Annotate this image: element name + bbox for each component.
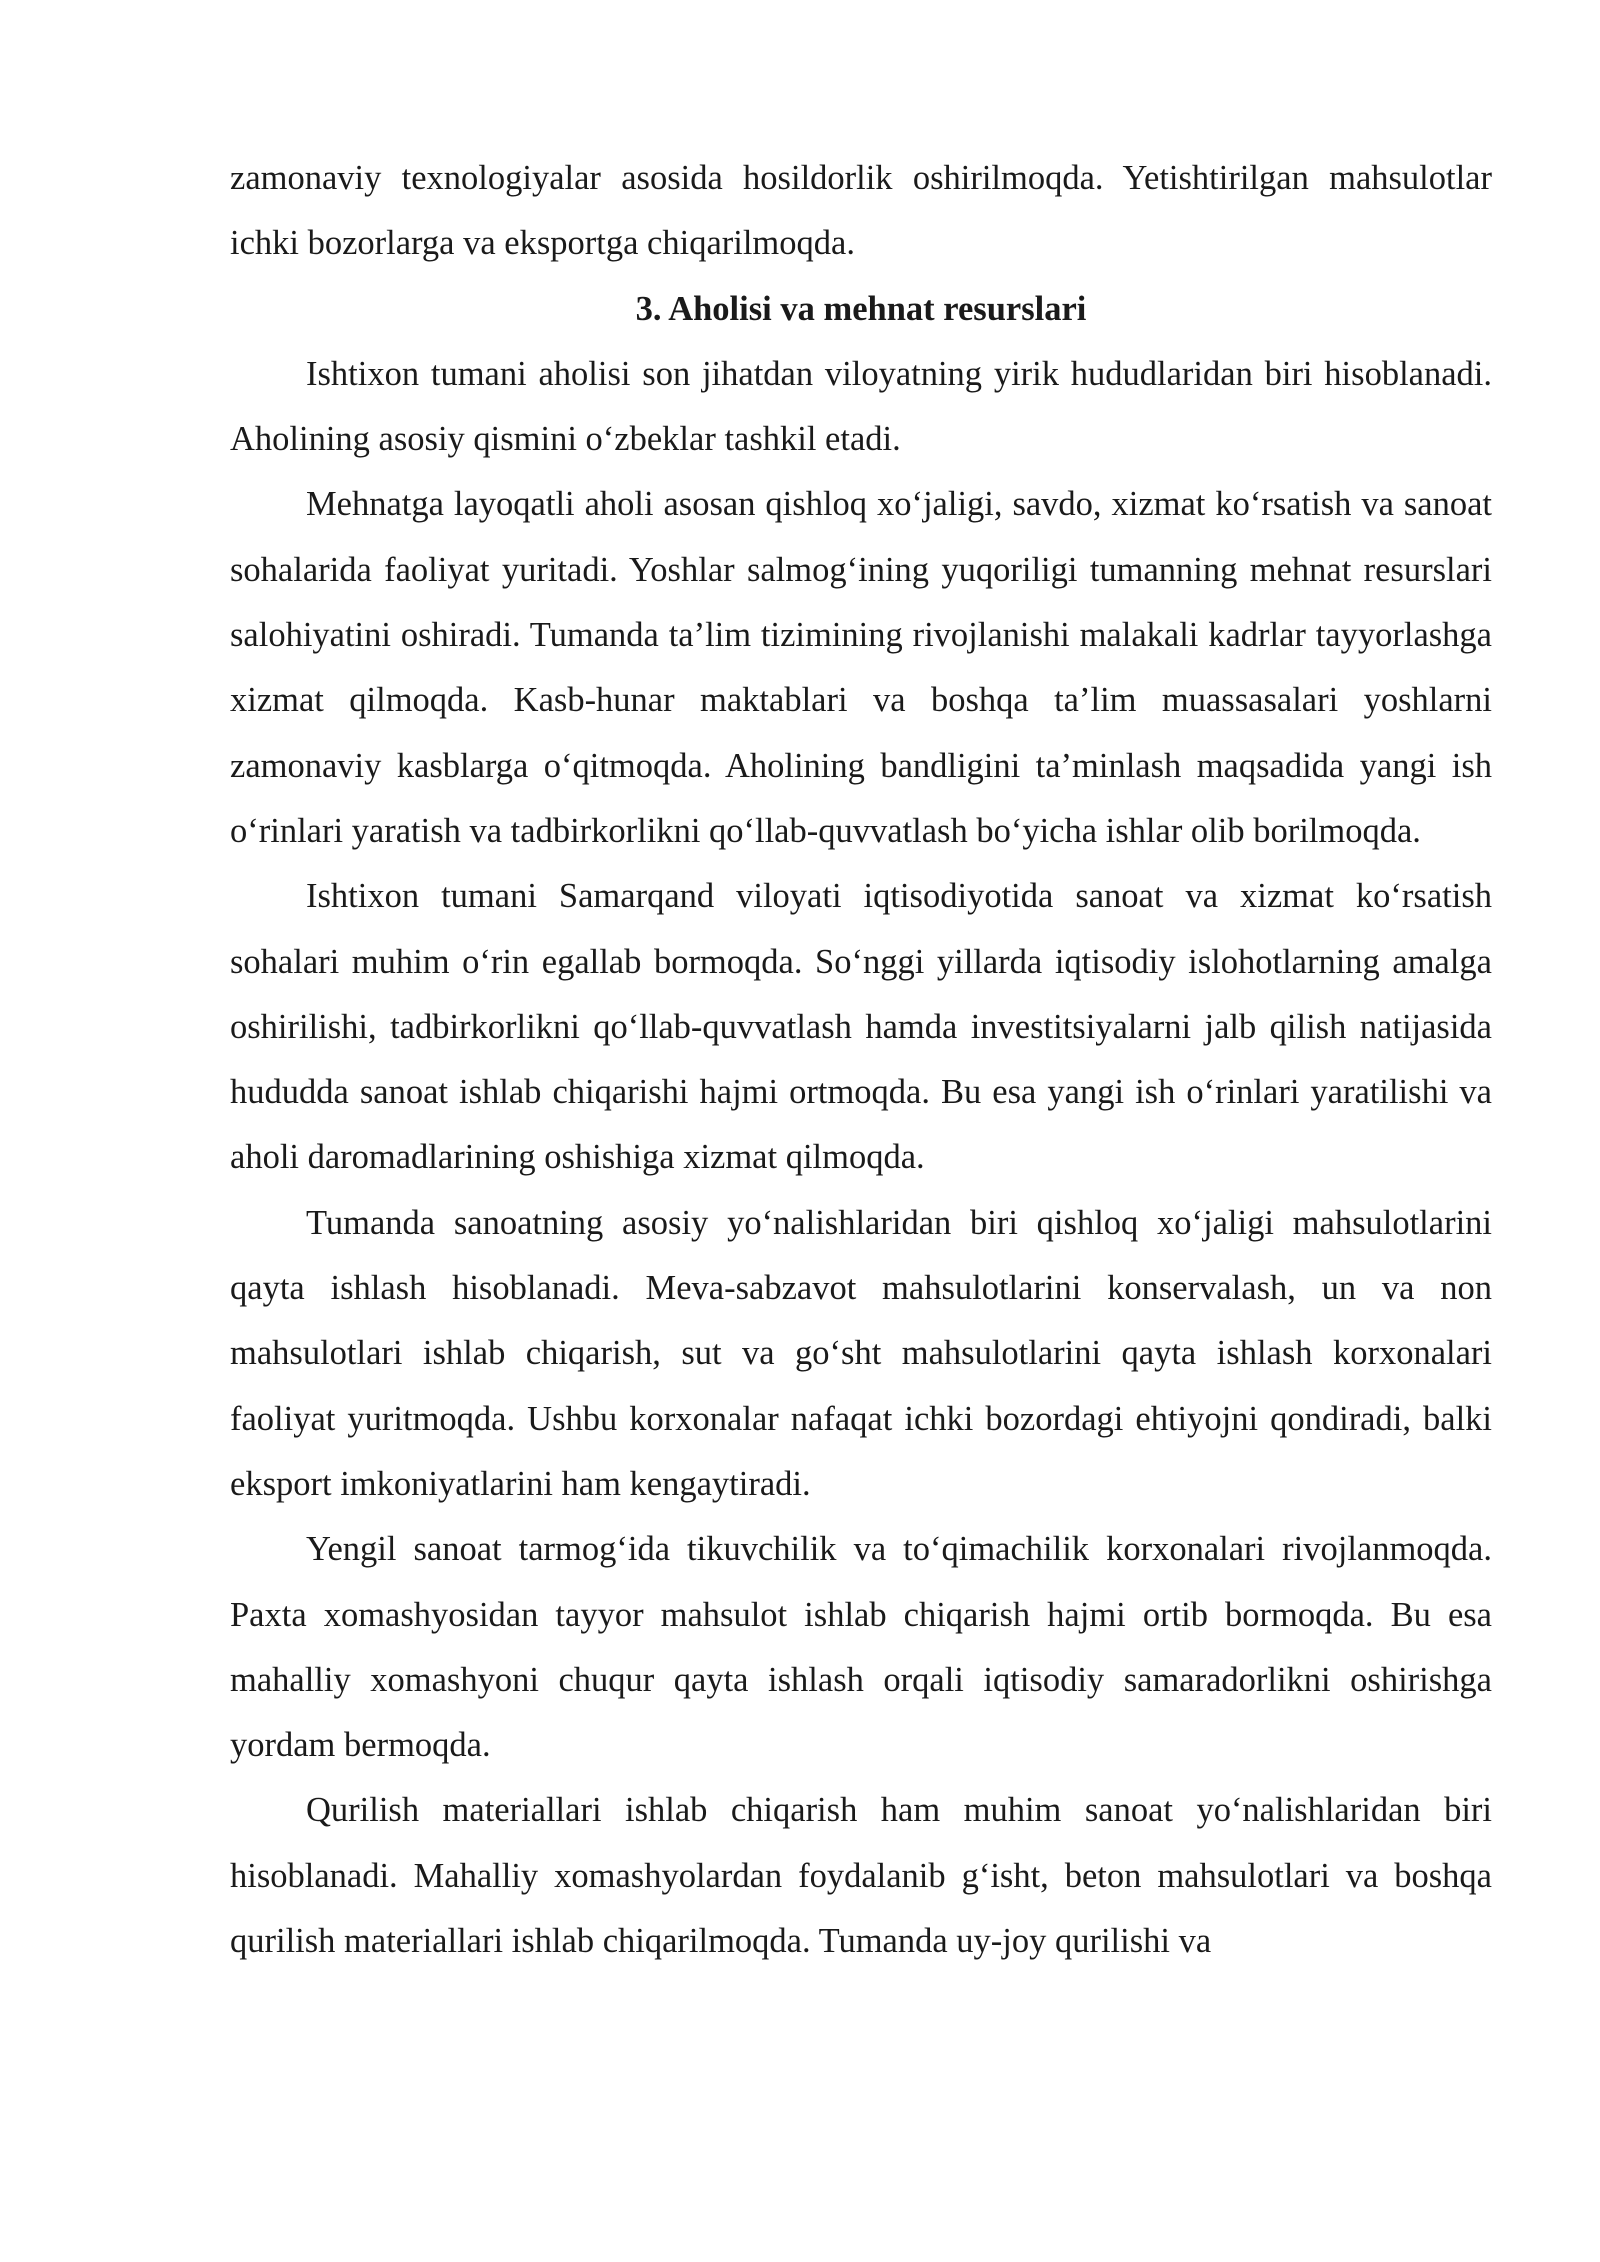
paragraph-labor-resources: Mehnatga layoqatli aholi asosan qishloq xo‘jaligi, savdo, xizmat ko‘rsatish va sanoat sohalarida faoliyat yuritadi. Yoshlar salmog‘ining yuqoriligi tumanning mehnat resurslari salohiyatini oshiradi. Tumanda ta’lim tizimining rivojlanishi malakali kadrlar tayyorlashga xizmat qilmoqda. Kasb-hunar maktablari va boshqa ta’lim muassasalari yoshlarni zamonaviy kasblarga o‘qitmoqda. Aholining bandligini ta’minlash maqsadida yangi ish o‘rinlari yaratish va tadbirkorlikni qo‘llab-quvvatlash bo‘yicha ishlar olib borilmoqda. <box>230 485 1492 850</box>
lead-paragraph: zamonaviy texnologiyalar asosida hosildorlik oshirilmoqda. Yetishtirilgan mahsulotlar ichki bozorlarga va eksportga chiqarilmoqda. <box>230 159 1492 263</box>
paragraph-agro-processing: Tumanda sanoatning asosiy yo‘nalishlaridan biri qishloq xo‘jaligi mahsulotlarini qayta ishlash hisoblanadi. Meva-sabzavot mahsulotlarini konservalash, un va non mahsulotlari ishlab chiqarish, sut va go‘sht mahsulotlarini qayta ishlash korxonalari faoliyat yuritmoqda. Ushbu korxonalar nafaqat ichki bozordagi ehtiyojni qondiradi, balki eksport imkoniyatlarini ham kengaytiradi. <box>230 1203 1492 1503</box>
section-heading: 3. Aholisi va mehnat resurslari <box>635 289 1087 328</box>
document-page <box>230 146 1492 1974</box>
paragraph-light-industry: Yengil sanoat tarmog‘ida tikuvchilik va to‘qimachilik korxonalari rivojlanmoqda. Paxta xomashyosidan tayyor mahsulot ishlab chiqarish hajmi ortib bormoqda. Bu esa mahalliy xomashyoni chuqur qayta ishlash orqali iqtisodiy samaradorlikni oshirishga yordam bermoqda. <box>230 1530 1492 1765</box>
paragraph-industry-services: Ishtixon tumani Samarqand viloyati iqtisodiyotida sanoat va xizmat ko‘rsatish sohalari muhim o‘rin egallab bormoqda. So‘nggi yillarda iqtisodiy islohotlarning amalga oshirilishi, tadbirkorlikni qo‘llab-quvvatlash hamda investitsiyalarni jalb qilish natijasida hududda sanoat ishlab chiqarishi hajmi ortmoqda. Bu esa yangi ish o‘rinlari yaratilishi va aholi daromadlarining oshishiga xizmat qilmoqda. <box>230 877 1492 1177</box>
paragraph-population: Ishtixon tumani aholisi son jihatdan viloyatning yirik hududlaridan biri hisoblanadi. Aholining asosiy qismini o‘zbeklar tashkil etadi. <box>230 354 1492 459</box>
paragraph-construction-materials: Qurilish materiallari ishlab chiqarish ham muhim sanoat yo‘nalishlaridan biri hisoblanadi. Mahalliy xomashyolardan foydalanib g‘isht, beton mahsulotlari va boshqa qurilish materiallari ishlab chiqarilmoqda. Tumanda uy-joy qurilishi va <box>230 1791 1492 1961</box>
